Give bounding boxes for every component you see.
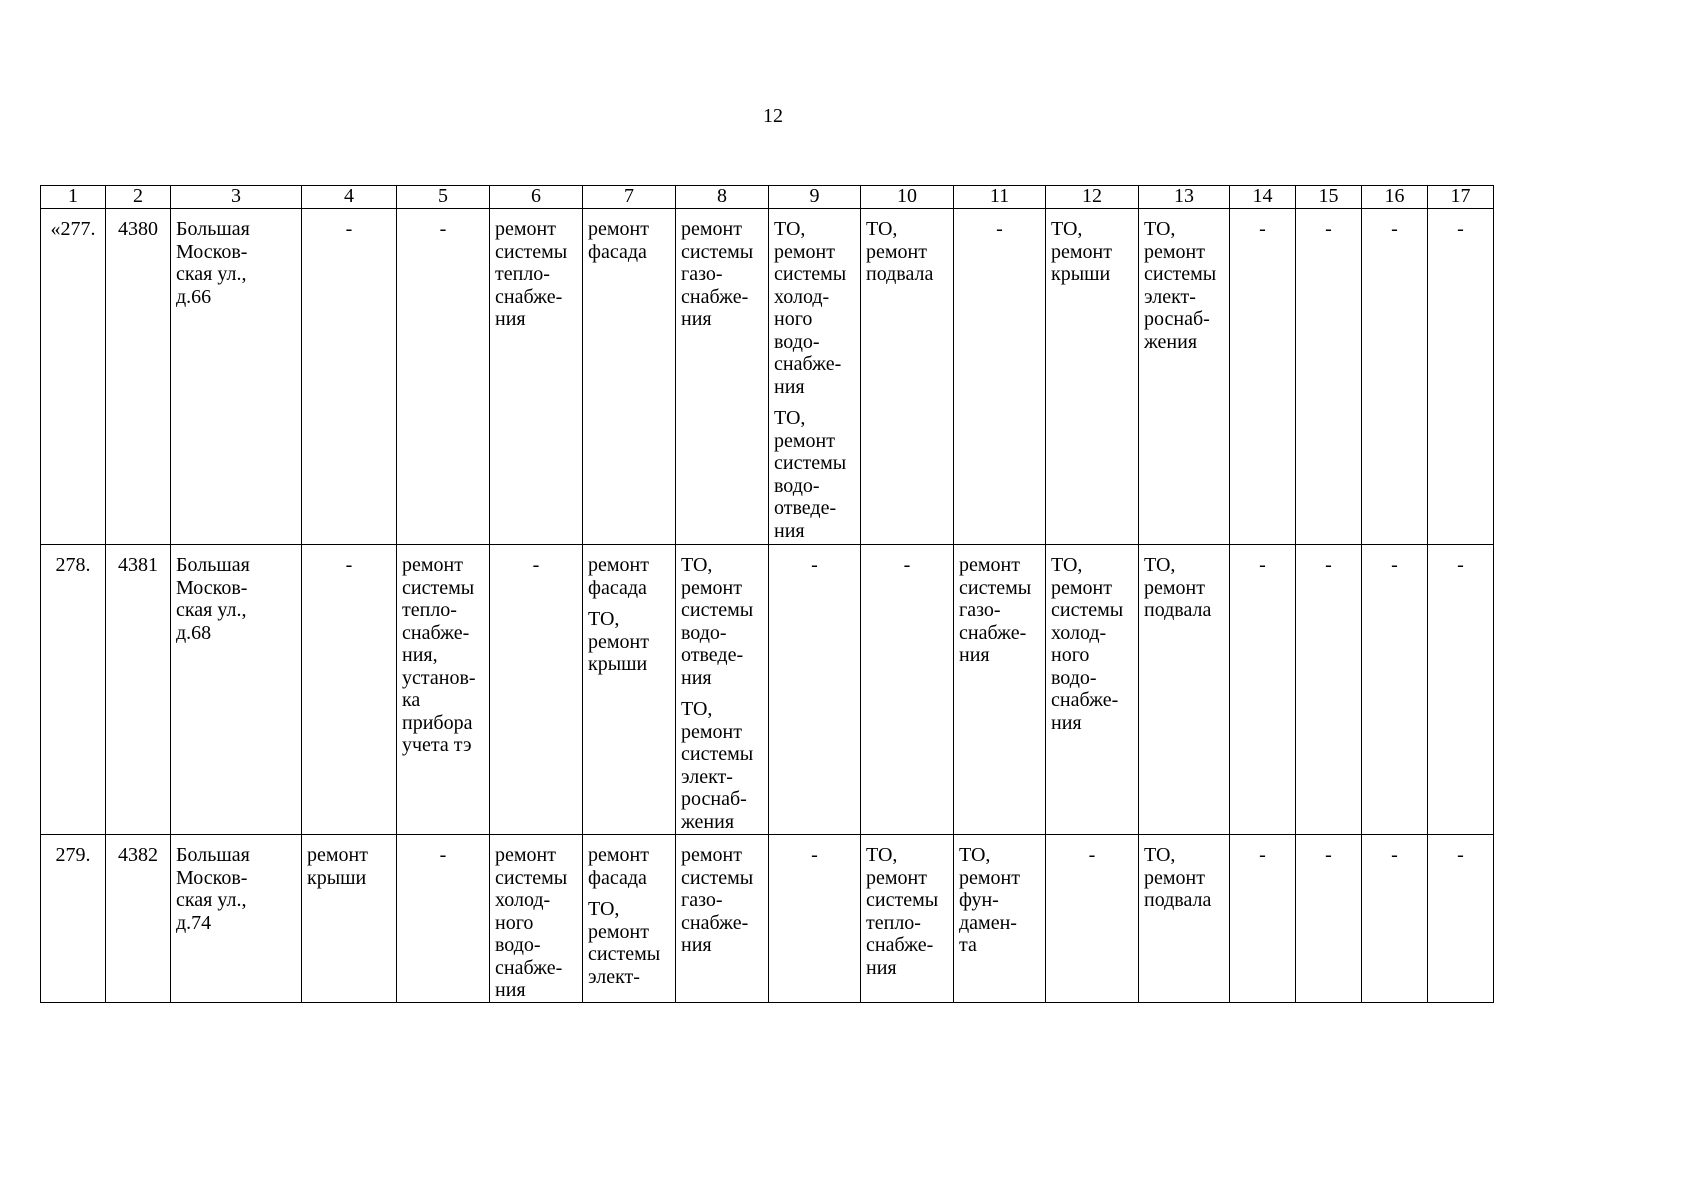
work-cell-col-14 (1230, 545, 1296, 835)
work-cell-col-13 (1139, 209, 1230, 545)
row-number-cell (41, 209, 106, 545)
work-entry: ТО, ремонт системы холод- ного водо- снабже- ния (1051, 554, 1124, 734)
work-cell-col-13 (1139, 835, 1230, 1003)
work-entry: ТО, ремонт подвала (866, 218, 934, 285)
row-number-cell (41, 545, 106, 835)
repair-schedule-table (40, 185, 1494, 1003)
column-number-row (41, 186, 1494, 209)
object-code-cell (106, 835, 171, 1003)
no-work-dash: - (1088, 844, 1096, 866)
work-cell-col-5 (397, 545, 490, 835)
work-cell-col-13 (1139, 545, 1230, 835)
no-work-dash: - (1325, 844, 1332, 866)
work-cell-col-12 (1046, 545, 1139, 835)
column-header: 11 (954, 186, 1046, 209)
no-work-dash: - (1391, 218, 1398, 240)
work-cell-col-16 (1362, 209, 1428, 545)
work-cell-col-11 (954, 835, 1046, 1003)
work-cell-col-15 (1296, 545, 1362, 835)
column-header: 14 (1230, 186, 1296, 209)
column-header: 8 (676, 186, 769, 209)
table-row (41, 835, 1494, 1003)
work-cell-col-6 (490, 835, 583, 1003)
object-code-text: 4380 (118, 218, 158, 240)
table-row (41, 209, 1494, 545)
column-header: 4 (302, 186, 397, 209)
work-cell-col-4 (302, 545, 397, 835)
work-entry: ремонт системы тепло- снабже- ния, установ- ка прибора учета тэ (402, 554, 476, 756)
column-header: 3 (171, 186, 302, 209)
row-number-text: 279. (55, 844, 91, 866)
object-code-cell (106, 545, 171, 835)
work-cell-col-7 (583, 835, 676, 1003)
work-cell-col-17 (1428, 835, 1494, 1003)
work-cell-col-16 (1362, 835, 1428, 1003)
work-entry: ТО, ремонт системы холод- ного водо- снабже- ния (774, 218, 847, 398)
work-cell-col-8 (676, 835, 769, 1003)
work-cell-col-17 (1428, 545, 1494, 835)
table-row (41, 545, 1494, 835)
work-entry: ТО, ремонт системы водо- отведе- ния (681, 554, 754, 689)
no-work-dash: - (1259, 218, 1266, 240)
column-header: 6 (490, 186, 583, 209)
no-work-dash: - (1391, 844, 1398, 866)
column-header: 9 (769, 186, 861, 209)
address-cell (171, 835, 302, 1003)
work-cell-col-9 (769, 545, 861, 835)
work-cell-col-14 (1230, 209, 1296, 545)
column-header: 12 (1046, 186, 1139, 209)
address-text: Большая Москов- ская ул., д.68 (176, 554, 250, 644)
no-work-dash: - (1457, 844, 1464, 866)
work-cell-col-11 (954, 209, 1046, 545)
page-number: 12 (763, 105, 783, 127)
work-cell-col-5 (397, 209, 490, 545)
address-cell (171, 209, 302, 545)
no-work-dash: - (1391, 554, 1398, 576)
work-cell-col-8 (676, 209, 769, 545)
work-entry: ТО, ремонт системы элект- роснаб- жения (681, 698, 754, 833)
work-cell-col-10 (861, 209, 954, 545)
no-work-dash: - (1259, 554, 1266, 576)
work-entry: ТО, ремонт подвала (1144, 844, 1212, 911)
work-cell-col-5 (397, 835, 490, 1003)
column-header: 5 (397, 186, 490, 209)
address-text: Большая Москов- ская ул., д.66 (176, 218, 250, 308)
work-cell-col-9 (769, 209, 861, 545)
work-entry: ремонт фасада (588, 554, 649, 599)
no-work-dash: - (811, 844, 818, 866)
work-cell-col-7 (583, 545, 676, 835)
column-header: 7 (583, 186, 676, 209)
row-number-text: 278. (55, 554, 91, 576)
work-cell-col-14 (1230, 835, 1296, 1003)
work-entry: ТО, ремонт подвала (1144, 554, 1212, 621)
work-entry: ремонт системы тепло- снабже- ния (495, 218, 568, 330)
no-work-dash: - (1457, 218, 1464, 240)
address-cell (171, 545, 302, 835)
work-cell-col-11 (954, 545, 1046, 835)
work-entry: ремонт системы газо- снабже- ния (681, 218, 754, 330)
work-cell-col-10 (861, 835, 954, 1003)
object-code-text: 4382 (118, 844, 158, 866)
column-header: 1 (41, 186, 106, 209)
address-text: Большая Москов- ская ул., д.74 (176, 844, 250, 934)
work-entry: ТО, ремонт крыши (588, 608, 649, 675)
table-body (41, 209, 1494, 1003)
work-cell-col-6 (490, 209, 583, 545)
no-work-dash: - (532, 554, 540, 576)
column-header: 10 (861, 186, 954, 209)
work-entry: ТО, ремонт системы тепло- снабже- ния (866, 844, 939, 979)
no-work-dash: - (345, 554, 353, 576)
no-work-dash: - (1325, 218, 1332, 240)
no-work-dash: - (996, 218, 1003, 240)
work-cell-col-10 (861, 545, 954, 835)
no-work-dash: - (1325, 554, 1332, 576)
column-header: 13 (1139, 186, 1230, 209)
work-cell-col-15 (1296, 835, 1362, 1003)
work-entry: ремонт крыши (307, 844, 368, 889)
work-entry: ремонт фасада (588, 218, 649, 263)
no-work-dash: - (439, 844, 447, 866)
work-cell-col-4 (302, 209, 397, 545)
work-cell-col-9 (769, 835, 861, 1003)
no-work-dash: - (1457, 554, 1464, 576)
no-work-dash: - (903, 554, 911, 576)
work-entry: ТО, ремонт системы элект- (588, 898, 661, 988)
work-cell-col-8 (676, 545, 769, 835)
column-header: 2 (106, 186, 171, 209)
no-work-dash: - (345, 218, 353, 240)
work-cell-col-16 (1362, 545, 1428, 835)
work-entry: ремонт фасада (588, 844, 649, 889)
work-entry: ТО, ремонт системы элект- роснаб- жения (1144, 218, 1217, 353)
no-work-dash: - (1259, 844, 1266, 866)
work-cell-col-6 (490, 545, 583, 835)
object-code-text: 4381 (118, 554, 158, 576)
column-header: 15 (1296, 186, 1362, 209)
no-work-dash: - (811, 554, 818, 576)
work-entry: ТО, ремонт крыши (1051, 218, 1112, 285)
work-cell-col-15 (1296, 209, 1362, 545)
work-cell-col-12 (1046, 835, 1139, 1003)
work-cell-col-12 (1046, 209, 1139, 545)
work-cell-col-4 (302, 835, 397, 1003)
row-number-text: «277. (50, 218, 96, 240)
column-header: 17 (1428, 186, 1494, 209)
no-work-dash: - (439, 218, 447, 240)
row-number-cell (41, 835, 106, 1003)
work-entry: ТО, ремонт фун- дамен- та (959, 844, 1020, 956)
object-code-cell (106, 209, 171, 545)
work-entry: ремонт системы газо- снабже- ния (681, 844, 754, 956)
work-cell-col-17 (1428, 209, 1494, 545)
work-entry: ремонт системы холод- ного водо- снабже- ния (495, 844, 568, 1001)
work-entry: ремонт системы газо- снабже- ния (959, 554, 1032, 666)
work-entry: ТО, ремонт системы водо- отведе- ния (774, 407, 847, 542)
column-header: 16 (1362, 186, 1428, 209)
work-cell-col-7 (583, 209, 676, 545)
